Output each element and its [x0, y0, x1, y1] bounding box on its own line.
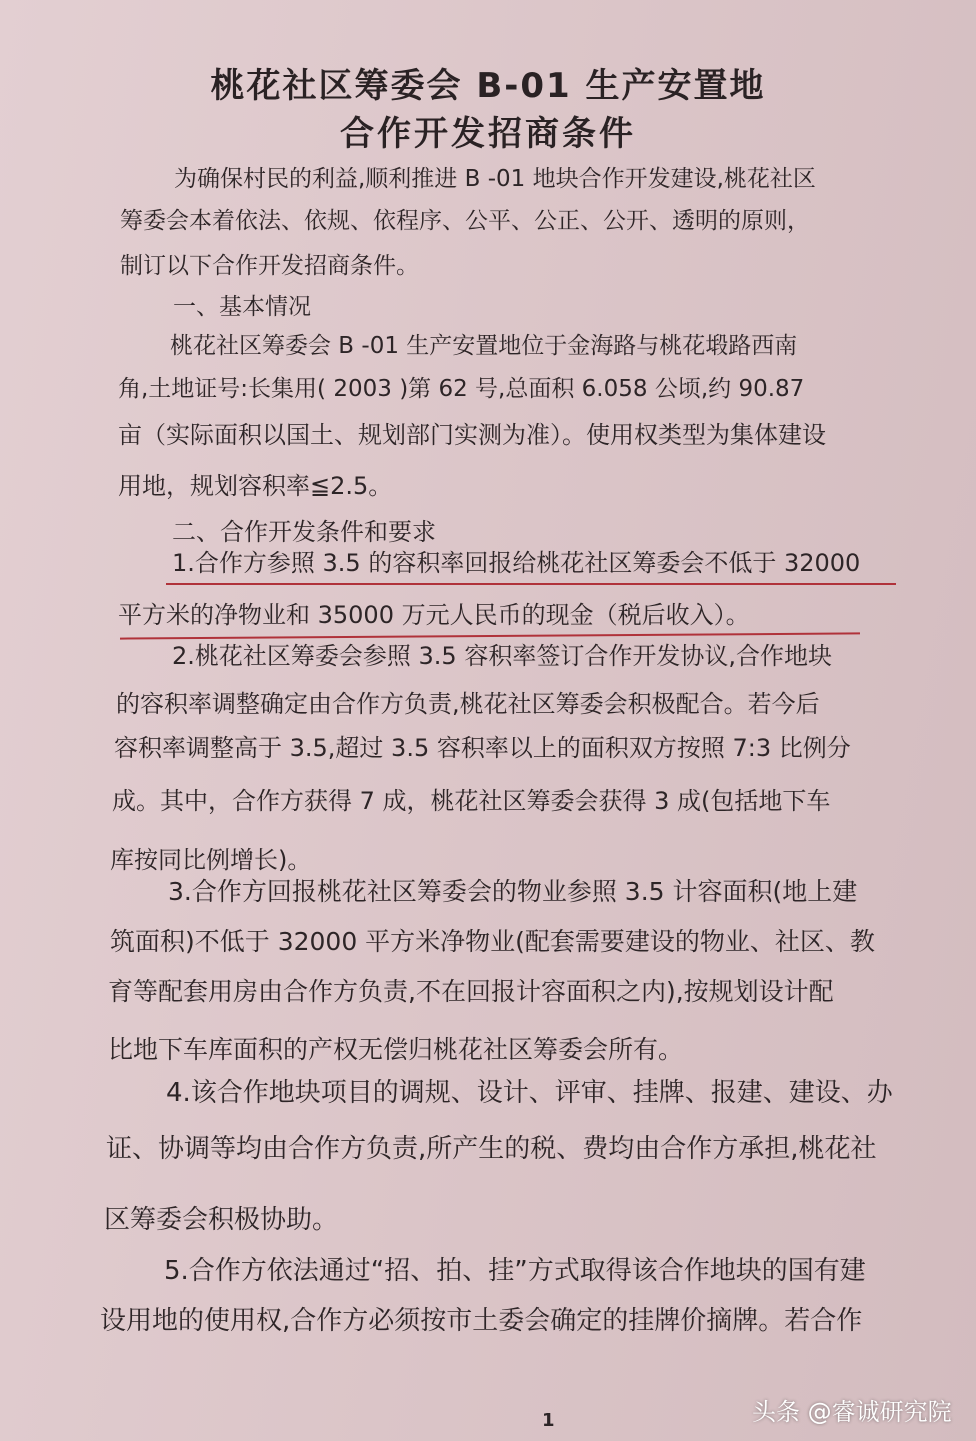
highlighted-line: 平方米的净物业和 35000 万元人民币的现金（税后收入）。: [118, 601, 750, 629]
body-line: 筹委会本着依法、依规、依程序、公平、公正、公开、透明的原则，: [120, 208, 810, 234]
body-line: 区筹委会积极协助。: [104, 1205, 339, 1235]
body-line: 2.桃花社区筹委会参照 3.5 容积率签订合作开发协议,合作地块: [172, 642, 832, 670]
body-line: 容积率调整高于 3.5,超过 3.5 容积率以上的面积双方按照 7:3 比例分: [114, 734, 851, 762]
page-number: 1: [542, 1410, 555, 1431]
highlighted-line: 1.合作方参照 3.5 的容积率回报给桃花社区筹委会不低于 32000: [172, 549, 861, 577]
document-title-line-2: 合作开发招商条件: [340, 114, 636, 154]
body-line: 育等配套用房由合作方负责,不在回报计容面积之内),按规划设计配: [108, 977, 834, 1006]
body-line: 5.合作方依法通过“招、拍、挂”方式取得该合作地块的国有建: [164, 1256, 866, 1286]
body-line: 的容积率调整确定由合作方负责,桃花社区筹委会积极配合。若今后: [116, 690, 820, 718]
body-line: 筑面积)不低于 32000 平方米净物业(配套需要建设的物业、社区、教: [110, 927, 875, 956]
source-watermark: 头条 @睿诚研究院: [752, 1398, 952, 1426]
body-line: 成。其中，合作方获得 7 成，桃花社区筹委会获得 3 成(包括地下车: [112, 787, 831, 815]
body-line: 用地，规划容积率≦2.5。: [118, 472, 393, 500]
body-line: 4.该合作地块项目的调规、设计、评审、挂牌、报建、建设、办: [166, 1078, 893, 1108]
body-line: 库按同比例增长)。: [110, 846, 312, 874]
body-line: 比地下车库面积的产权无偿归桃花社区筹委会所有。: [108, 1035, 684, 1064]
body-line: 角,土地证号:长集用( 2003 )第 62 号,总面积 6.058 公顷,约 90.87: [118, 376, 805, 402]
body-line: 亩（实际面积以国土、规划部门实测为准）。使用权类型为集体建设: [118, 421, 826, 449]
red-underline: [166, 583, 896, 585]
section-heading: 二、合作开发条件和要求: [172, 518, 436, 546]
body-line: 为确保村民的利益,顺利推进 B -01 地块合作开发建设,桃花社区: [174, 166, 816, 192]
body-line: 制订以下合作开发招商条件。: [120, 253, 419, 279]
section-heading: 一、基本情况: [173, 294, 311, 320]
body-line: 3.合作方回报桃花社区筹委会的物业参照 3.5 计容面积(地上建: [168, 877, 858, 906]
body-line: 证、协调等均由合作方负责,所产生的税、费均由合作方承担,桃花社: [106, 1134, 877, 1164]
body-line: 设用地的使用权,合作方必须按市土委会确定的挂牌价摘牌。若合作: [100, 1306, 863, 1336]
body-line: 桃花社区筹委会 B -01 生产安置地位于金海路与桃花塅路西南: [170, 333, 798, 359]
document-title-line-1: 桃花社区筹委会 B-01 生产安置地: [210, 66, 766, 106]
